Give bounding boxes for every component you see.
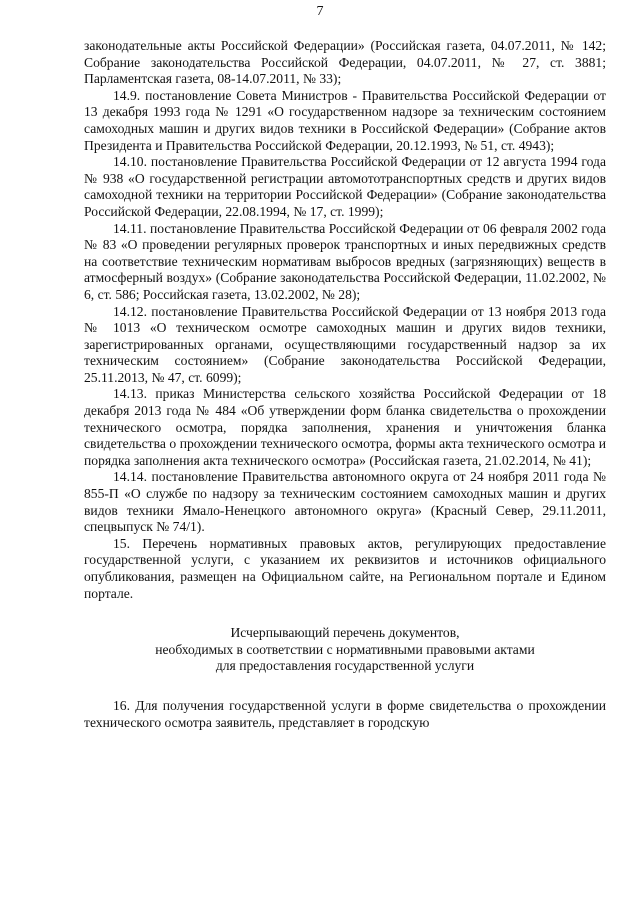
paragraph-14-13: 14.13. приказ Министерства сельского хозяйства Российской Федерации от 18 декабря 2013 года № 484 «Об утверждении форм бланка свидетельства о прохождении технического осмотра, порядка заполнения, хранения и уничтожения бланка свидетельства о прохождении технического осмотра, формы акта технического осмотра и порядка заполнения акта технического осмотра» (Российская газета, 21.02.2014, № 41); [84, 386, 606, 468]
paragraph-14-12: 14.12. постановление Правительства Российской Федерации от 13 ноября 2013 года № 1013 «О техническом осмотре самоходных машин и других видов техники, зарегистрированных органами, осуществляющими государственный надзор за их техническим состоянием» (Собрание законодательства Российской Федерации, 25.11.2013, № 47, ст. 6099); [84, 303, 606, 385]
paragraph-continuation: законодательные акты Российской Федерации» (Российская газета, 04.07.2011, № 142; Собрание законодательства Российской Федерации, 04.07.2011, № 27, ст. 3881; Парламентская газета, 08-14.07.2011, № 33); [84, 38, 606, 87]
paragraph-14-14: 14.14. постановление Правительства автономного округа от 24 ноября 2011 года № 855-П «О службе по надзору за техническим состоянием самоходных машин и других видов техники Ямало-Ненецкого автономного округа» (Красный Север, 29.11.2011, спецвыпуск № 74/1). [84, 469, 606, 535]
paragraph-16: 16. Для получения государственной услуги в форме свидетельства о прохождении технического осмотра заявитель, представляет в городскую [84, 697, 606, 730]
paragraph-14-9: 14.9. постановление Совета Министров - Правительства Российской Федерации от 13 декабря 1993 года № 1291 «О государственном надзоре за техническим состоянием самоходных машин и других видов техники в Российской Федерации» (Собрание актов Президента и Правительства Российской Федерации, 20.12.1993, № 51, ст. 4943); [84, 87, 606, 153]
paragraph-14-10: 14.10. постановление Правительства Российской Федерации от 12 августа 1994 года № 938 «О государственной регистрации автомототранспортных средств и других видов самоходной техники на территории Российской Федерации» (Собрание законодательства Российской Федерации, 22.08.1994, № 17, ст. 1999); [84, 154, 606, 219]
heading-line-2: необходимых в соответствии с нормативными правовыми актами [155, 641, 535, 657]
heading-line-1: Исчерпывающий перечень документов, [230, 625, 460, 641]
paragraph-15: 15. Перечень нормативных правовых актов, регулирующих предоставление государственной услуги, с указанием их реквизитов и источников официального опубликования, размещен на Официальном сайте, на Региональном портале и Едином портале. [84, 535, 606, 601]
document-body [84, 38, 606, 731]
heading-line-3: для предоставления государственной услуги [215, 658, 475, 674]
page-number: 7 [316, 4, 324, 19]
section-heading [84, 625, 606, 675]
paragraph-14-11: 14.11. постановление Правительства Российской Федерации от 06 февраля 2002 года № 83 «О проведении регулярных проверок транспортных и иных передвижных средств на соответствие техническим нормативам выбросов вредных (загрязняющих) веществ в атмосферный воздух» (Собрание законодательства Российской Федерации, 11.02.2002, № 6, ст. 586; Российская газета, 13.02.2002, № 28); [84, 220, 606, 302]
